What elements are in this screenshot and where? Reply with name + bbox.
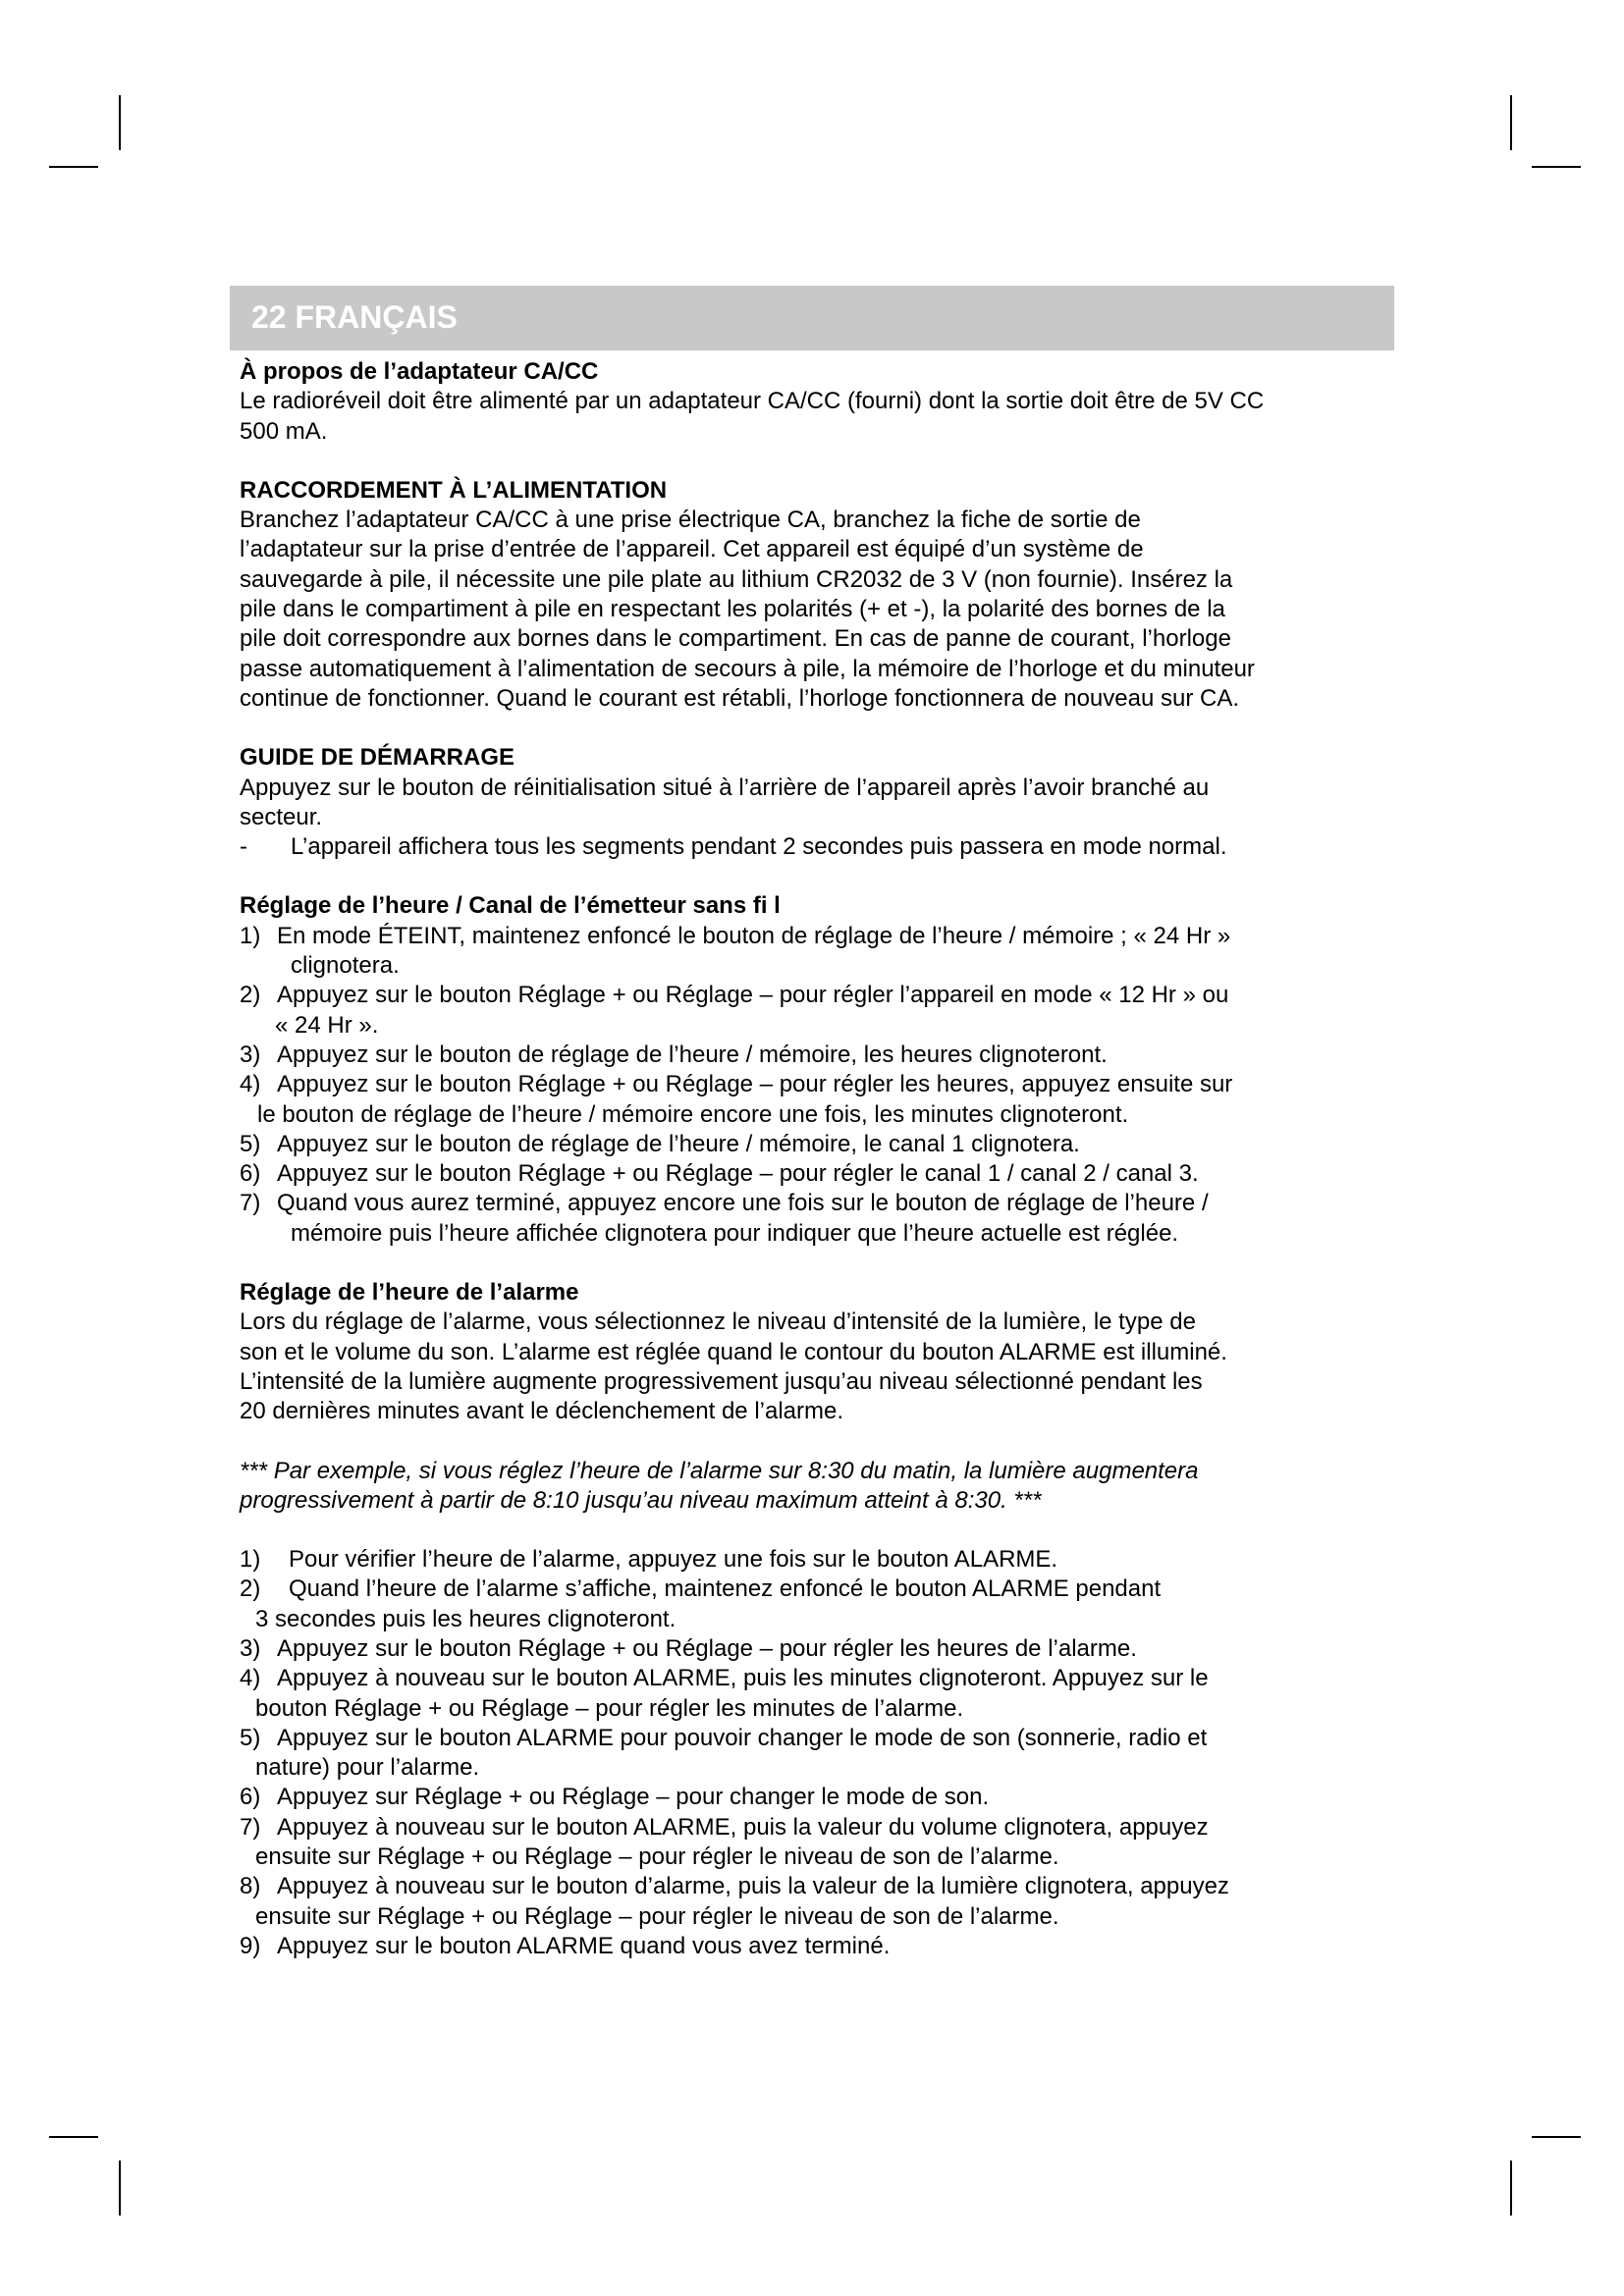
list-text: En mode ÉTEINT, maintenez enfoncé le bouton de réglage de l’heure / mémoire ; « 24 Hr » <box>277 922 1231 949</box>
list-text: Quand l’heure de l’alarme s’affiche, maintenez enfoncé le bouton ALARME pendant <box>289 1575 1162 1603</box>
list-number: 9) <box>240 1932 261 1959</box>
list-item <box>240 1130 1406 1159</box>
list-number: 3) <box>240 1634 261 1662</box>
list-text: Appuyez à nouveau sur le bouton ALARME, puis les minutes clignoteront. Appuyez sur le <box>277 1665 1209 1692</box>
list-text: Appuyez sur le bouton Réglage + ou Réglage – pour régler les heures de l’alarme. <box>277 1634 1137 1662</box>
crop-mark-top-left-horizontal <box>49 166 98 168</box>
list-text: Quand vous aurez terminé, appuyez encore une fois sur le bouton de réglage de l’heure / <box>277 1190 1209 1217</box>
paragraph-line: Branchez l’adaptateur CA/CC à une prise électrique CA, branchez la fiche de sortie de <box>240 507 1141 534</box>
list-text-continued: ensuite sur Réglage + ou Réglage – pour régler le niveau de son de l’alarme. <box>255 1902 1059 1930</box>
list-number: 2) <box>240 982 261 1009</box>
list-text: Appuyez sur le bouton ALARME pour pouvoir changer le mode de son (sonnerie, radio et <box>277 1724 1208 1751</box>
list-number: 2) <box>240 1575 261 1603</box>
list-text: Appuyez sur le bouton Réglage + ou Réglage – pour régler l’appareil en mode « 12 Hr » ou <box>277 982 1229 1009</box>
list-text-continued: « 24 Hr ». <box>275 1011 379 1039</box>
list-item <box>240 1634 1406 1664</box>
paragraph-line: passe automatiquement à l’alimentation de secours à pile, la mémoire de l’horloge et du minuteur <box>240 655 1255 682</box>
example-note-line: *** Par exemple, si vous réglez l’heure de l’alarme sur 8:30 du matin, la lumière augmentera <box>240 1457 1199 1484</box>
paragraph-line: pile dans le compartiment à pile en respectant les polarités (+ et -), la polarité des bornes de la <box>240 596 1225 623</box>
list-number: 8) <box>240 1873 261 1900</box>
page-header-bar <box>230 286 1394 350</box>
page-title: 22 FRANÇAIS <box>251 299 458 335</box>
list-item <box>240 1872 1406 1932</box>
list-text-continued: ensuite sur Réglage + ou Réglage – pour régler le niveau de son de l’alarme. <box>255 1843 1059 1871</box>
crop-mark-bottom-left-vertical <box>119 2161 121 2216</box>
list-item <box>240 1575 1406 1634</box>
list-number: 1) <box>240 922 261 949</box>
dash-item-text: L’appareil affichera tous les segments pendant 2 secondes puis passera en mode normal. <box>291 833 1227 861</box>
list-number: 7) <box>240 1813 261 1841</box>
list-number: 3) <box>240 1041 261 1068</box>
list-item <box>240 1159 1406 1189</box>
paragraph-line: 500 mA. <box>240 417 328 445</box>
list-text: Pour vérifier l’heure de l’alarme, appuyez une fois sur le bouton ALARME. <box>289 1546 1058 1574</box>
paragraph-line: son et le volume du son. L’alarme est réglée quand le contour du bouton ALARME est illuminé. <box>240 1338 1227 1365</box>
list-number: 6) <box>240 1160 261 1188</box>
list-item <box>240 1932 1406 1961</box>
list-text: Appuyez sur Réglage + ou Réglage – pour changer le mode de son. <box>277 1784 990 1811</box>
section-title-adapter: À propos de l’adaptateur CA/CC <box>240 358 599 385</box>
list-text: Appuyez sur le bouton de réglage de l’heure / mémoire, les heures clignoteront. <box>277 1041 1108 1068</box>
list-number: 4) <box>240 1665 261 1692</box>
crop-mark-top-left-vertical <box>119 95 121 150</box>
paragraph-line: sauvegarde à pile, il nécessite une pile plate au lithium CR2032 de 3 V (non fournie). Insérez la <box>240 565 1233 593</box>
list-text-continued: 3 secondes puis les heures clignoteront. <box>255 1605 677 1632</box>
crop-mark-bottom-right-vertical <box>1510 2161 1512 2216</box>
list-item <box>240 1189 1406 1249</box>
list-text-continued: mémoire puis l’heure affichée clignotera pour indiquer que l’heure actuelle est réglée. <box>291 1219 1179 1247</box>
crop-mark-bottom-right-horizontal <box>1532 2136 1581 2138</box>
dash-marker: - <box>240 833 247 861</box>
list-text: Appuyez à nouveau sur le bouton ALARME, puis la valeur du volume clignotera, appuyez <box>277 1813 1209 1841</box>
paragraph-line: pile doit correspondre aux bornes dans le compartiment. En cas de panne de courant, l’horloge <box>240 625 1231 653</box>
paragraph-line: L’intensité de la lumière augmente progressivement jusqu’au niveau sélectionné pendant les <box>240 1367 1203 1395</box>
list-number: 4) <box>240 1071 261 1098</box>
dash-list-item <box>240 832 1406 862</box>
paragraph-line: Lors du réglage de l’alarme, vous sélectionnez le niveau d’intensité de la lumière, le type de <box>240 1308 1196 1336</box>
list-number: 7) <box>240 1190 261 1217</box>
list-number: 1) <box>240 1546 261 1574</box>
list-item <box>240 1545 1406 1575</box>
section-title-power: RACCORDEMENT À L’ALIMENTATION <box>240 476 668 504</box>
list-item <box>240 1724 1406 1784</box>
paragraph-line: 20 dernières minutes avant le déclenchement de l’alarme. <box>240 1398 844 1425</box>
crop-mark-top-right-horizontal <box>1532 166 1581 168</box>
list-item <box>240 1783 1406 1812</box>
section-title-startup: GUIDE DE DÉMARRAGE <box>240 744 515 772</box>
list-text-continued: bouton Réglage + ou Réglage – pour régler les minutes de l’alarme. <box>255 1694 964 1722</box>
list-item <box>240 1664 1406 1724</box>
list-text: Appuyez sur le bouton de réglage de l’heure / mémoire, le canal 1 clignotera. <box>277 1130 1080 1157</box>
list-item <box>240 1813 1406 1873</box>
list-text-continued: nature) pour l’alarme. <box>255 1754 480 1782</box>
list-text-continued: clignotera. <box>291 952 400 980</box>
list-item <box>240 1041 1406 1070</box>
paragraph-line: secteur. <box>240 803 323 830</box>
list-number: 5) <box>240 1724 261 1751</box>
paragraph-line: Le radioréveil doit être alimenté par un adaptateur CA/CC (fourni) dont la sortie doit être de 5V CC <box>240 388 1265 415</box>
list-number: 6) <box>240 1784 261 1811</box>
list-text: Appuyez sur le bouton Réglage + ou Réglage – pour régler le canal 1 / canal 2 / canal 3. <box>277 1160 1199 1188</box>
list-item <box>240 981 1406 1041</box>
list-item <box>240 1070 1406 1130</box>
list-text: Appuyez sur le bouton ALARME quand vous avez terminé. <box>277 1932 891 1959</box>
crop-mark-top-right-vertical <box>1510 95 1512 150</box>
section-title-alarm: Réglage de l’heure de l’alarme <box>240 1279 579 1307</box>
list-text: Appuyez à nouveau sur le bouton d’alarme, puis la valeur de la lumière clignotera, appuyez <box>277 1873 1229 1900</box>
document-body <box>240 357 1406 1961</box>
example-note-line: progressivement à partir de 8:10 jusqu’au niveau maximum atteint à 8:30. *** <box>240 1486 1042 1514</box>
list-text: Appuyez sur le bouton Réglage + ou Réglage – pour régler les heures, appuyez ensuite sur <box>277 1071 1233 1098</box>
list-item <box>240 922 1406 982</box>
crop-mark-bottom-left-horizontal <box>49 2136 98 2138</box>
paragraph-line: l’adaptateur sur la prise d’entrée de l’appareil. Cet appareil est équipé d’un système de <box>240 536 1144 563</box>
list-text-continued: le bouton de réglage de l’heure / mémoire encore une fois, les minutes clignoteront. <box>257 1100 1129 1128</box>
section-title-time: Réglage de l’heure / Canal de l’émetteur sans fi l <box>240 892 781 920</box>
list-number: 5) <box>240 1130 261 1157</box>
paragraph-line: continue de fonctionner. Quand le courant est rétabli, l’horloge fonctionnera de nouveau sur CA. <box>240 684 1239 712</box>
paragraph-line: Appuyez sur le bouton de réinitialisation situé à l’arrière de l’appareil après l’avoir branché au <box>240 774 1210 801</box>
